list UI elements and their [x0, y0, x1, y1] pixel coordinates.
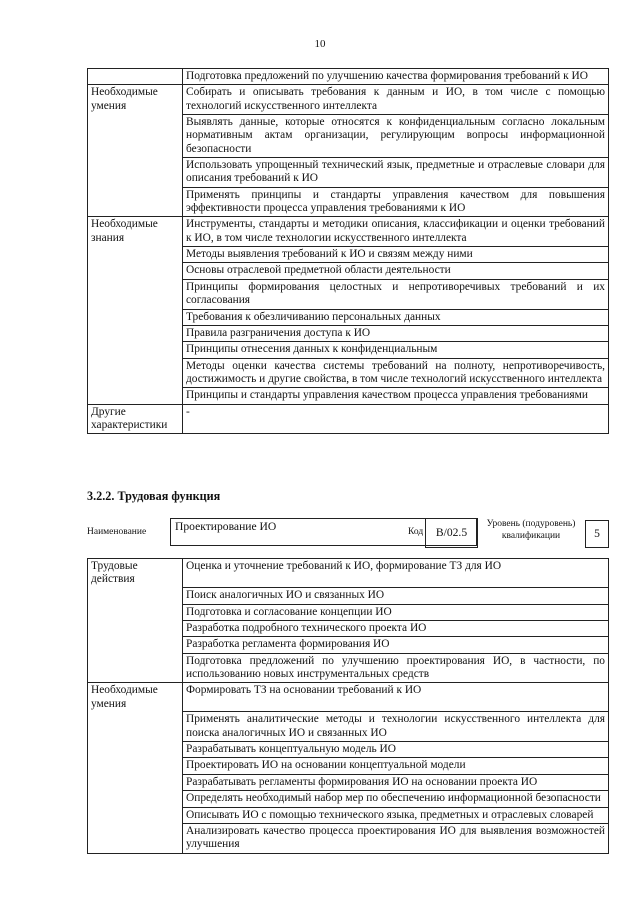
table-row [88, 791, 609, 807]
row-item-text: Анализировать качество процесса проектирования ИО для выявления возможностей улучшения [183, 823, 609, 853]
row-category-label [88, 263, 183, 279]
row-item-text: Определять необходимый набор мер по обеспечению информационной безопасности [183, 791, 609, 807]
code-label: Код [408, 527, 424, 537]
row-category-label [88, 158, 183, 188]
table-row [88, 342, 609, 358]
row-category-label [88, 604, 183, 620]
row-item-text: Оценка и уточнение требований к ИО, формирование ТЗ для ИО [183, 559, 609, 588]
row-item-text: Методы выявления требований к ИО и связям между ними [183, 247, 609, 263]
row-item-text: Подготовка и согласование концепции ИО [183, 604, 609, 620]
row-category-label [88, 279, 183, 309]
table-row [88, 217, 609, 247]
row-category-label [88, 358, 183, 388]
row-item-text: Принципы и стандарты управления качеством процесса управления требованиями [183, 388, 609, 404]
row-category-label [88, 653, 183, 683]
row-category-label [88, 620, 183, 636]
table-row [88, 85, 609, 115]
table-row [88, 69, 609, 85]
row-item-text: Разрабатывать концептуальную модель ИО [183, 742, 609, 758]
level-value: 5 [585, 520, 609, 548]
table-row [88, 247, 609, 263]
row-category-label [88, 342, 183, 358]
row-category-label [88, 247, 183, 263]
row-item-text: Поиск аналогичных ИО и связанных ИО [183, 588, 609, 604]
skills-table-1 [87, 68, 609, 434]
row-category-label [88, 637, 183, 653]
row-item-text: Правила разграничения доступа к ИО [183, 325, 609, 341]
level-label: Уровень (подуровень) квалификации [486, 519, 576, 541]
table-row [88, 263, 609, 279]
row-category-label: Трудовые действия [88, 559, 183, 588]
row-category-label [88, 325, 183, 341]
function-name-value: Проектирование ИО [170, 518, 477, 546]
row-item-text: Применять принципы и стандарты управления качеством для повышения эффективности процесса управления требованиями к ИО [183, 187, 609, 217]
row-item-text: Принципы формирования целостных и непротиворечивых требований и их согласования [183, 279, 609, 309]
function-code-value: B/02.5 [425, 518, 478, 548]
row-item-text: Методы оценки качества системы требований на полноту, непротиворечивость, достижимость и другие свойства, в том числе технологий искусственного интеллекта [183, 358, 609, 388]
row-item-text: Выявлять данные, которые относятся к конфиденциальным согласно локальным нормативным актам организации, регулирующим вопросы информационной безопасности [183, 115, 609, 158]
table-row [88, 653, 609, 683]
row-category-label [88, 69, 183, 85]
table-row [88, 158, 609, 188]
row-item-text: - [183, 404, 609, 434]
table-row [88, 758, 609, 774]
row-item-text: Требования к обезличиванию персональных данных [183, 309, 609, 325]
row-item-text: Проектировать ИО на основании концептуальной модели [183, 758, 609, 774]
row-item-text: Описывать ИО с помощью технического языка, предметных и отраслевых словарей [183, 807, 609, 823]
row-category-label: Необходимые умения [88, 85, 183, 115]
table-row [88, 637, 609, 653]
row-category-label: Необходимые умения [88, 683, 183, 712]
row-category-label: Другие характеристики [88, 404, 183, 434]
row-category-label [88, 742, 183, 758]
page-number: 10 [314, 38, 326, 50]
table-row [88, 807, 609, 823]
row-category-label [88, 187, 183, 217]
table-row [88, 187, 609, 217]
table-row [88, 279, 609, 309]
row-category-label [88, 823, 183, 853]
row-category-label [88, 791, 183, 807]
row-category-label [88, 774, 183, 790]
row-item-text: Основы отраслевой предметной области деятельности [183, 263, 609, 279]
row-item-text: Разработка регламента формирования ИО [183, 637, 609, 653]
row-category-label [88, 388, 183, 404]
table-row [88, 404, 609, 434]
table-row [88, 742, 609, 758]
row-category-label [88, 115, 183, 158]
row-item-text: Разработка подробного технического проекта ИО [183, 620, 609, 636]
section-title: 3.2.2. Трудовая функция [87, 489, 221, 503]
table-row [88, 683, 609, 712]
row-category-label [88, 588, 183, 604]
row-item-text: Инструменты, стандарты и методики описания, классификации и оценки требований к ИО, в том числе технологии искусственного интеллекта [183, 217, 609, 247]
table-row [88, 712, 609, 742]
row-category-label [88, 309, 183, 325]
row-item-text: Применять аналитические методы и технологии искусственного интеллекта для поиска аналогичных ИО и связанных ИО [183, 712, 609, 742]
table-row [88, 115, 609, 158]
skills-table-2 [87, 558, 609, 854]
table-row [88, 388, 609, 404]
row-category-label: Необходимые знания [88, 217, 183, 247]
table-row [88, 358, 609, 388]
row-item-text: Подготовка предложений по улучшению качества формирования требований к ИО [183, 69, 609, 85]
row-item-text: Подготовка предложений по улучшению проектирования ИО, в частности, по использованию новых инструментальных средств [183, 653, 609, 683]
row-item-text: Формировать ТЗ на основании требований к ИО [183, 683, 609, 712]
table-row [88, 588, 609, 604]
table-row [88, 325, 609, 341]
row-item-text: Собирать и описывать требования к данным и ИО, в том числе с помощью технологий искусственного интеллекта [183, 85, 609, 115]
row-item-text: Использовать упрощенный технический язык, предметные и отраслевые словари для описания требований к ИО [183, 158, 609, 188]
table-row [88, 620, 609, 636]
table-row [88, 823, 609, 853]
table-row [88, 309, 609, 325]
table-row [88, 559, 609, 588]
table-row [88, 604, 609, 620]
row-category-label [88, 712, 183, 742]
row-category-label [88, 807, 183, 823]
row-item-text: Разрабатывать регламенты формирования ИО на основании проекта ИО [183, 774, 609, 790]
table-row [88, 774, 609, 790]
row-category-label [88, 758, 183, 774]
row-item-text: Принципы отнесения данных к конфиденциальным [183, 342, 609, 358]
name-label: Наименование [87, 527, 147, 537]
function-header [87, 518, 609, 548]
